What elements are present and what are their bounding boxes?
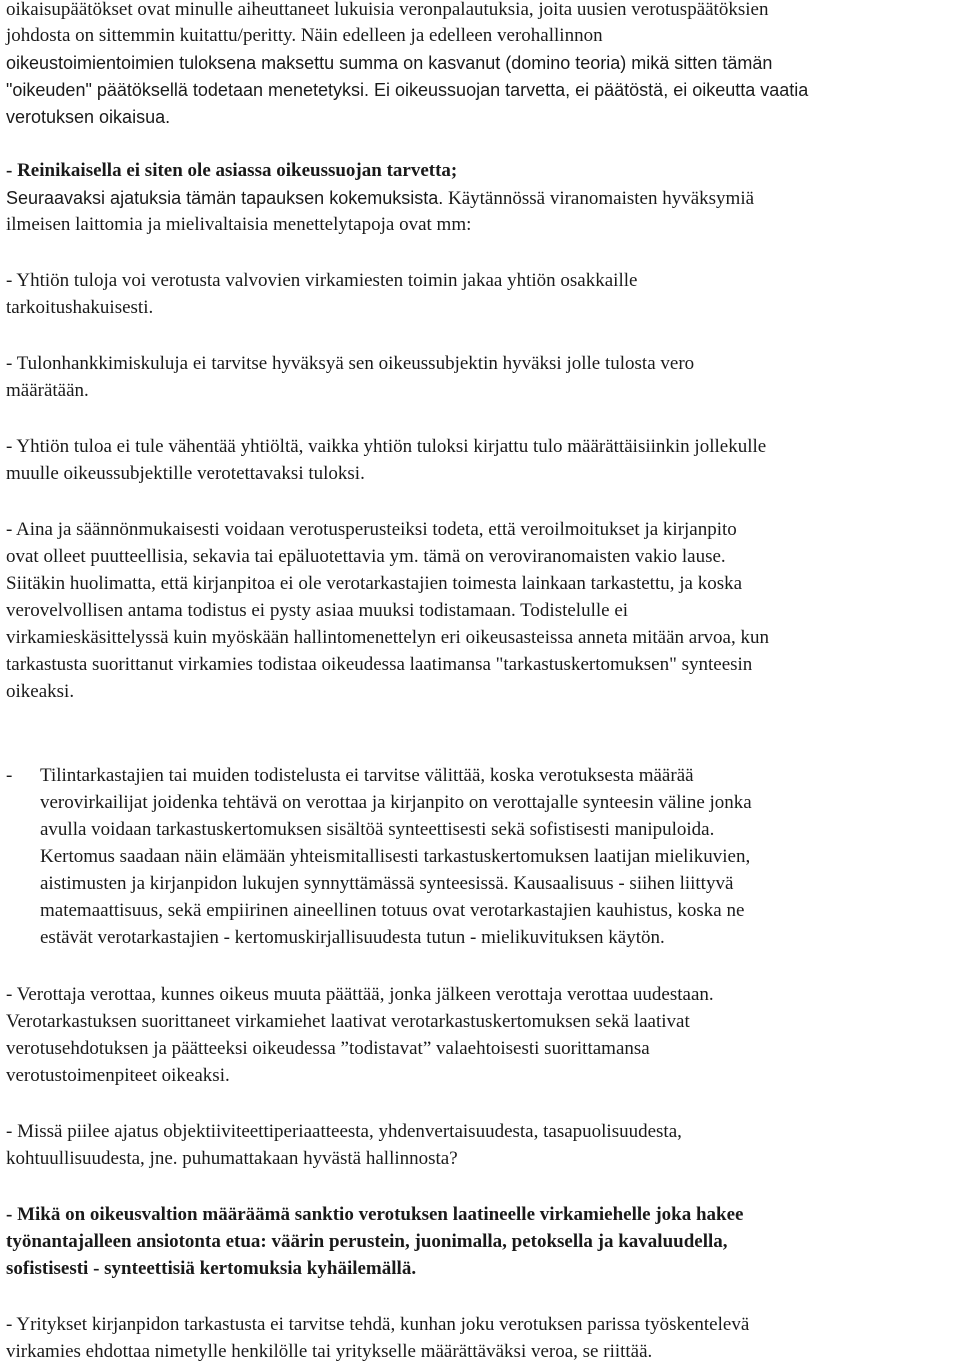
list-item-line: - Yhtiön tuloja voi verotusta valvovien virkamiesten toimin jakaa yhtiön osakkaille [6,270,638,291]
list-item-line-bold: sofistisesti - synteettisiä kertomuksia kyhäilemällä. [6,1258,417,1279]
list-item-line: Tilintarkastajien tai muiden todistelusta ei tarvitse välittää, koska verotuksesta määrää [40,765,694,786]
list-item-line: verotusehdotuksen ja päätteeksi oikeudessa ”todistavat” valaehtoisesti suorittamansa [6,1038,650,1059]
list-item-line: verovirkailijat joidenka tehtävä on verottaa ja kirjanpito on verottajalle synteesin väline jonka [40,792,752,813]
list-item-line: Verotarkastuksen suorittaneet virkamiehet laativat verotarkastuskertomuksen sekä laativat [6,1011,690,1032]
paragraph-line: ilmeisen laittomia ja mielivaltaisia menettelytapoja ovat mm: [6,214,472,235]
paragraph-line: "oikeuden" päätöksellä todetaan menetetyksi. Ei oikeussuojan tarvetta, ei päätöstä, ei oikeutta vaatia [6,80,809,100]
list-item-line: estävät verotarkastajien - kertomuskirjallisuudesta tutun - mielikuvituksen käytön. [40,927,665,948]
list-item-line: - Yhtiön tuloa ei tule vähentää yhtiöltä, vaikka yhtiön tuloksi kirjattu tulo määrättäisiinkin jollekulle [6,436,767,457]
list-item-line: oikeaksi. [6,681,75,702]
list-item-line: muulle oikeussubjektille verotettavaksi tuloksi. [6,463,365,484]
paragraph-line: oikaisupäätökset ovat minulle aiheuttaneet lukuisia veronpalautuksia, joita uusien verotuspäätöksien [6,0,769,20]
list-item-line: avulla voidaan tarkastuskertomuksen sisältöä synteettisesti sekä sofistisesti manipuloida. [40,819,715,840]
list-item-line: - Verottaja verottaa, kunnes oikeus muuta päättää, jonka jälkeen verottaja verottaa uudestaan. [6,984,714,1005]
list-item-line: verotustoimenpiteet oikeaksi. [6,1065,230,1086]
list-item-line: ovat olleet puutteellisia, sekavia tai epäluotettavia ym. tämä on veroviranomaisten vakio lause. [6,546,726,567]
list-item-line: kohtuullisuudesta, jne. puhumattakaan hyvästä hallinnosta? [6,1148,458,1169]
list-item-line-bold: - Mikä on oikeusvaltion määräämä sanktio verotuksen laatineelle virkamiehelle joka hakee [6,1204,744,1225]
list-item-line: määrätään. [6,380,89,401]
list-item-line: verovelvollisen antama todistus ei pysty asiaa muuksi todistamaan. Todistelulle ei [6,600,629,621]
paragraph-line: oikeustoimientoimien tuloksena maksettu summa on kasvanut (domino teoria) mikä sitten tämän [6,53,773,73]
list-item-line: aistimusten ja kirjanpidon lukujen synnyttämässä synteesissä. Kausaalisuus - siihen liittyvä [40,873,734,894]
list-item-line: matemaattisuus, sekä empiirinen aineellinen totuus ovat verotarkastajien kauhistus, koska ne [40,900,745,921]
list-item-line: - Yritykset kirjanpidon tarkastusta ei tarvitse tehdä, kunhan joku verotuksen parissa työskentelevä [6,1314,750,1335]
section-heading: - Reinikaisella ei siten ole asiassa oikeussuojan tarvetta; [6,160,458,181]
paragraph-line: johdosta on sittemmin kuitattu/peritty. Näin edelleen ja edelleen verohallinnon [6,25,603,46]
list-item-line: tarkoitushakuisesti. [6,297,154,318]
list-item-line: tarkastusta suorittanut virkamies todistaa oikeudessa laatimansa "tarkastuskertomuksen" synteesin [6,654,753,675]
list-item-line: Siitäkin huolimatta, että kirjanpitoa ei ole verotarkastajien toimesta lainkaan tarkastettu, ja koska [6,573,743,594]
paragraph-text-sans: Seuraavaksi ajatuksia tämän tapauksen kokemuksista. [6,188,444,208]
list-item-line: virkamieskäsittelyssä kuin myöskään hallintomenettelyn eri oikeusasteissa anneta mitään arvoa, kun [6,627,769,648]
paragraph-line: verotuksen oikaisua. [6,107,171,127]
paragraph-text-serif: Käytännössä viranomaisten hyväksymiä [443,188,755,209]
list-item-line: - Aina ja säännönmukaisesti voidaan verotusperusteiksi todeta, että veroilmoitukset ja kirjanpito [6,519,737,540]
list-item-line: virkamies ehdottaa nimetylle henkilölle tai yritykselle määrättäväksi veroa, se riittää. [6,1341,653,1362]
list-dash: - [6,765,13,786]
list-item-line: - Tulonhankkimiskuluja ei tarvitse hyväksyä sen oikeussubjektin hyväksi jolle tulosta vero [6,353,695,374]
list-item-line: Kertomus saadaan näin elämään yhteismitallisesti tarkastuskertomuksen laatijan mielikuvien, [40,846,751,867]
paragraph-line [6,185,754,211]
list-item-line: - Missä piilee ajatus objektiiviteettiperiaatteesta, yhdenvertaisuudesta, tasapuolisuudesta, [6,1121,682,1142]
list-item-line-bold: työnantajalleen ansiotonta etua: väärin perustein, juonimalla, petoksella ja kavaluudella, [6,1231,728,1252]
